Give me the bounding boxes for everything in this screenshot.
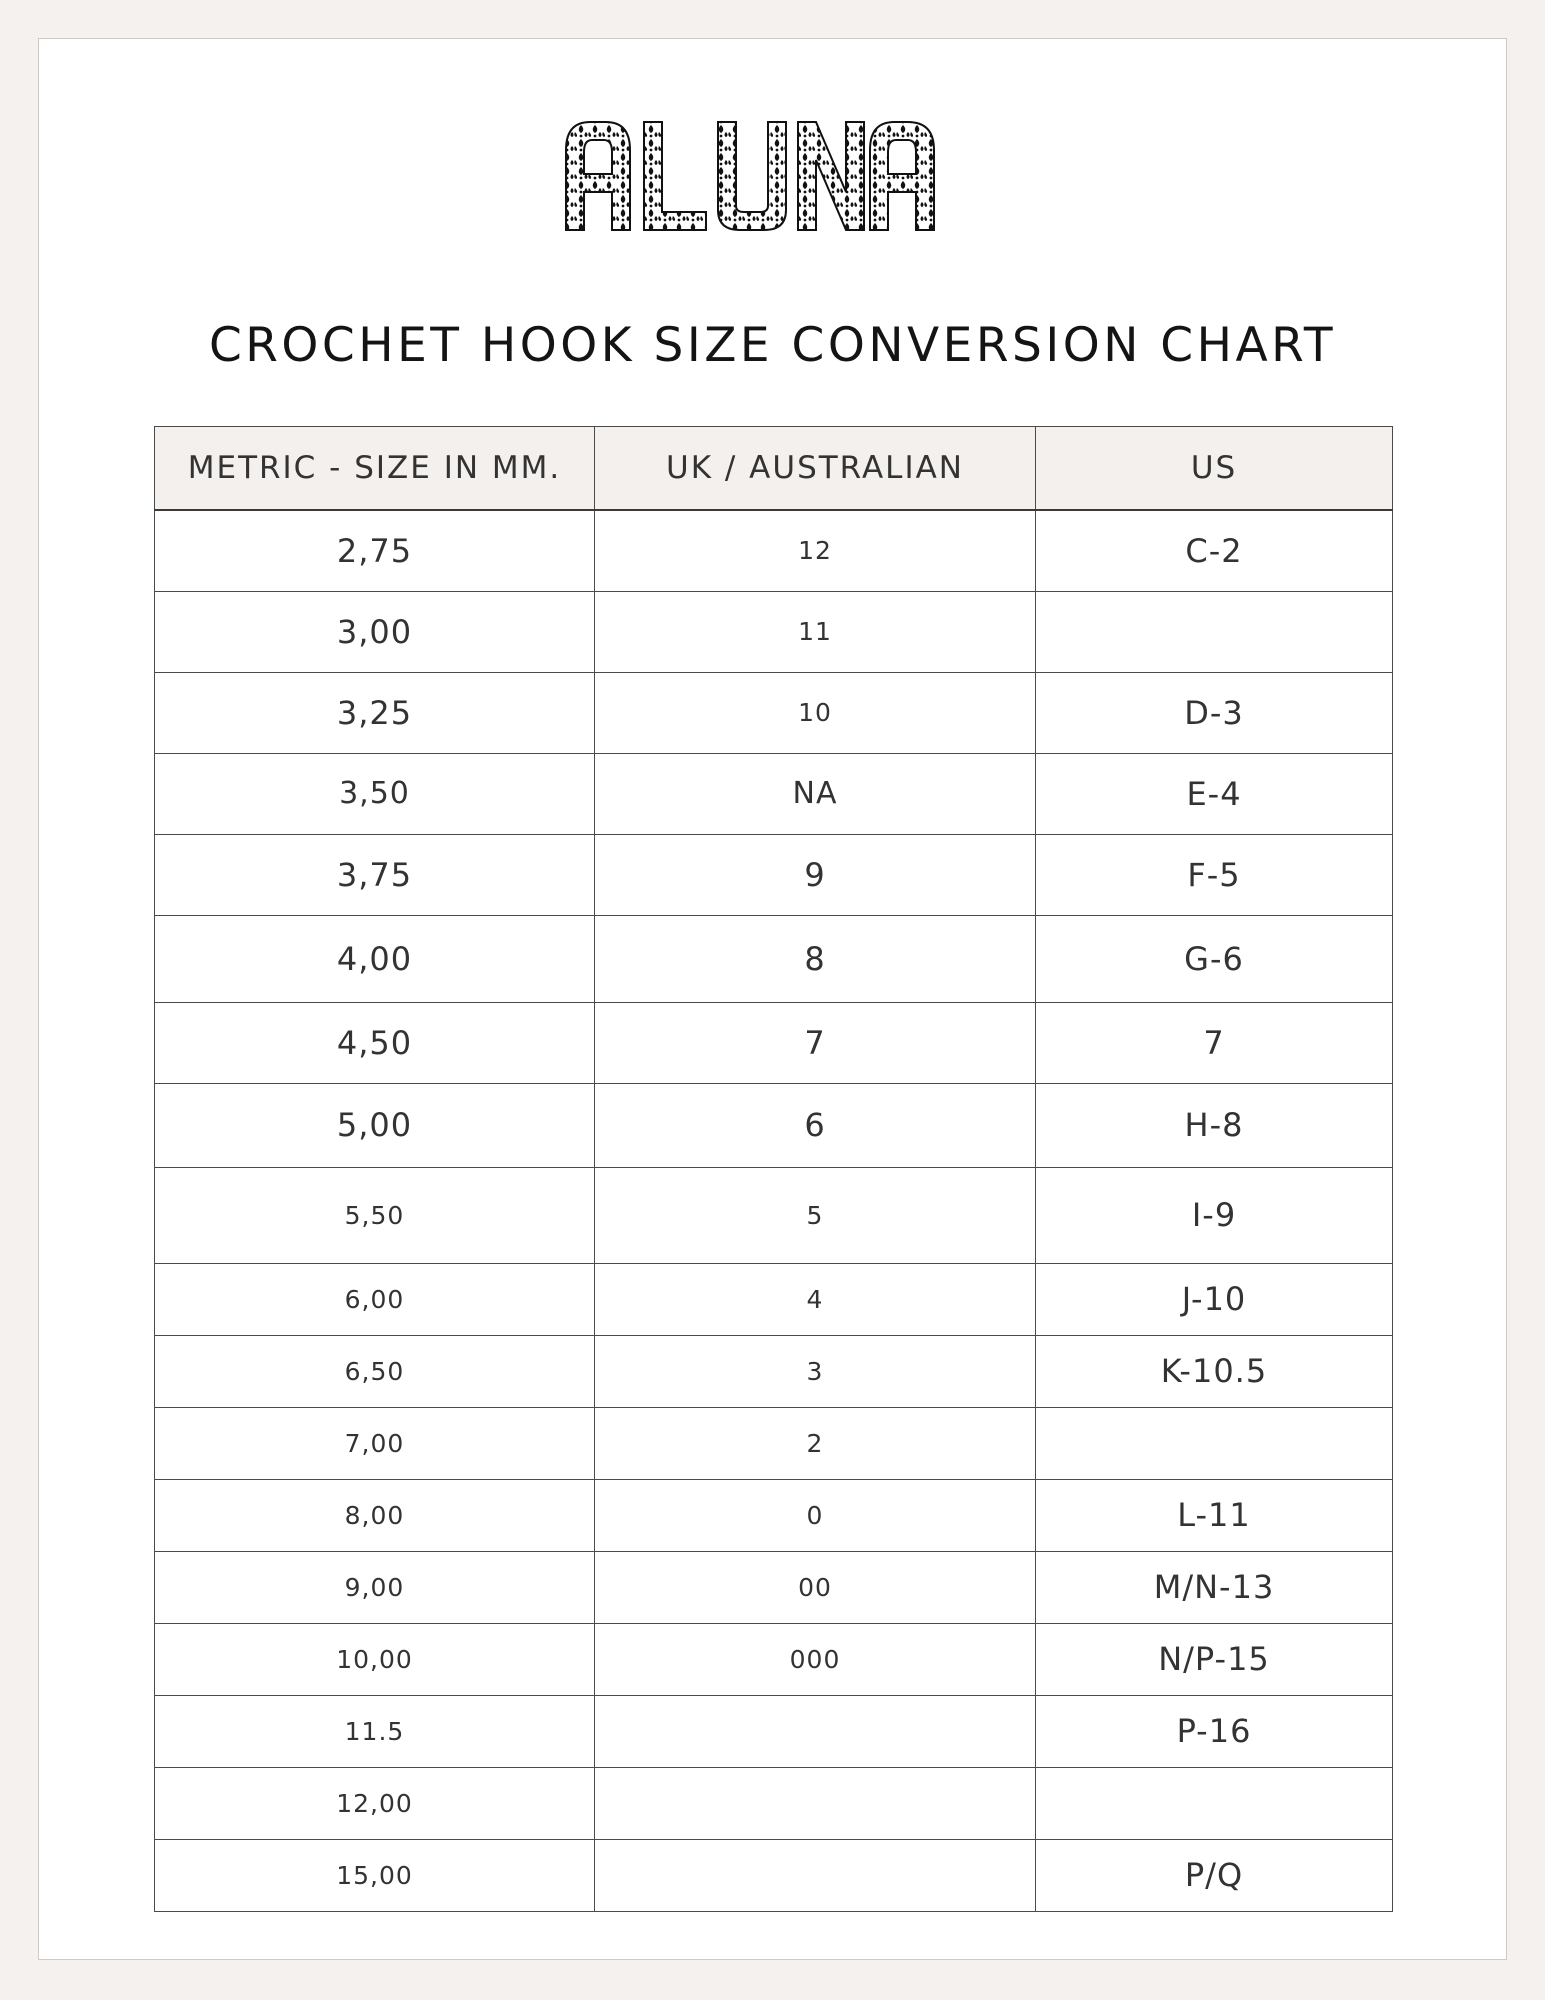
- uk-cell: 4: [595, 1263, 1036, 1335]
- table-row: [155, 1695, 1393, 1767]
- metric-cell: 3,50: [155, 753, 595, 834]
- uk-cell: 00: [595, 1551, 1036, 1623]
- metric-cell: 4,00: [155, 915, 595, 1002]
- metric-cell: 3,25: [155, 672, 595, 753]
- metric-cell: 6,50: [155, 1335, 595, 1407]
- us-cell: K-10.5: [1036, 1335, 1393, 1407]
- us-cell: N/P-15: [1036, 1623, 1393, 1695]
- table-row: [155, 510, 1393, 591]
- metric-cell: 15,00: [155, 1839, 595, 1911]
- header-us: US: [1036, 427, 1393, 511]
- uk-cell: 10: [595, 672, 1036, 753]
- brand-logo: [560, 110, 940, 240]
- table-row: [155, 915, 1393, 1002]
- header-metric: METRIC - SIZE IN MM.: [155, 427, 595, 511]
- uk-cell: [595, 1839, 1036, 1911]
- metric-cell: 3,75: [155, 834, 595, 915]
- us-cell: M/N-13: [1036, 1551, 1393, 1623]
- us-cell: G-6: [1036, 915, 1393, 1002]
- table-row: [155, 1551, 1393, 1623]
- metric-cell: 11.5: [155, 1695, 595, 1767]
- metric-cell: 5,50: [155, 1167, 595, 1263]
- table-row: [155, 672, 1393, 753]
- table-row: [155, 1083, 1393, 1167]
- metric-cell: 6,00: [155, 1263, 595, 1335]
- us-cell: 7: [1036, 1002, 1393, 1083]
- us-cell: H-8: [1036, 1083, 1393, 1167]
- metric-cell: 10,00: [155, 1623, 595, 1695]
- us-cell: [1036, 1407, 1393, 1479]
- us-cell: E-4: [1036, 753, 1393, 834]
- table-row: [155, 1623, 1393, 1695]
- uk-cell: 6: [595, 1083, 1036, 1167]
- table-row: [155, 1167, 1393, 1263]
- table-row: [155, 1263, 1393, 1335]
- uk-cell: 3: [595, 1335, 1036, 1407]
- uk-cell: [595, 1767, 1036, 1839]
- us-cell: P-16: [1036, 1695, 1393, 1767]
- uk-cell: 7: [595, 1002, 1036, 1083]
- table-row: [155, 1479, 1393, 1551]
- header-uk-australian: UK / AUSTRALIAN: [595, 427, 1036, 511]
- uk-cell: 000: [595, 1623, 1036, 1695]
- table-row: [155, 1002, 1393, 1083]
- table-row: [155, 591, 1393, 672]
- us-cell: [1036, 591, 1393, 672]
- uk-cell: 2: [595, 1407, 1036, 1479]
- uk-cell: 8: [595, 915, 1036, 1002]
- table-row: [155, 753, 1393, 834]
- us-cell: D-3: [1036, 672, 1393, 753]
- metric-cell: 7,00: [155, 1407, 595, 1479]
- uk-cell: [595, 1695, 1036, 1767]
- table-row: [155, 1767, 1393, 1839]
- table-row: [155, 834, 1393, 915]
- metric-cell: 12,00: [155, 1767, 595, 1839]
- table-header-row: [155, 427, 1393, 511]
- us-cell: [1036, 1767, 1393, 1839]
- metric-cell: 3,00: [155, 591, 595, 672]
- page-title: CROCHET HOOK SIZE CONVERSION CHART: [208, 318, 1337, 373]
- us-cell: P/Q: [1036, 1839, 1393, 1911]
- table-row: [155, 1335, 1393, 1407]
- us-cell: C-2: [1036, 510, 1393, 591]
- metric-cell: 9,00: [155, 1551, 595, 1623]
- metric-cell: 5,00: [155, 1083, 595, 1167]
- uk-cell: 12: [595, 510, 1036, 591]
- uk-cell: 9: [595, 834, 1036, 915]
- us-cell: J-10: [1036, 1263, 1393, 1335]
- table-row: [155, 1407, 1393, 1479]
- hook-size-table: [154, 426, 1393, 1912]
- metric-cell: 2,75: [155, 510, 595, 591]
- uk-cell: 5: [595, 1167, 1036, 1263]
- metric-cell: 4,50: [155, 1002, 595, 1083]
- table-row: [155, 1839, 1393, 1911]
- uk-cell: NA: [595, 753, 1036, 834]
- us-cell: L-11: [1036, 1479, 1393, 1551]
- uk-cell: 0: [595, 1479, 1036, 1551]
- metric-cell: 8,00: [155, 1479, 595, 1551]
- uk-cell: 11: [595, 591, 1036, 672]
- us-cell: I-9: [1036, 1167, 1393, 1263]
- us-cell: F-5: [1036, 834, 1393, 915]
